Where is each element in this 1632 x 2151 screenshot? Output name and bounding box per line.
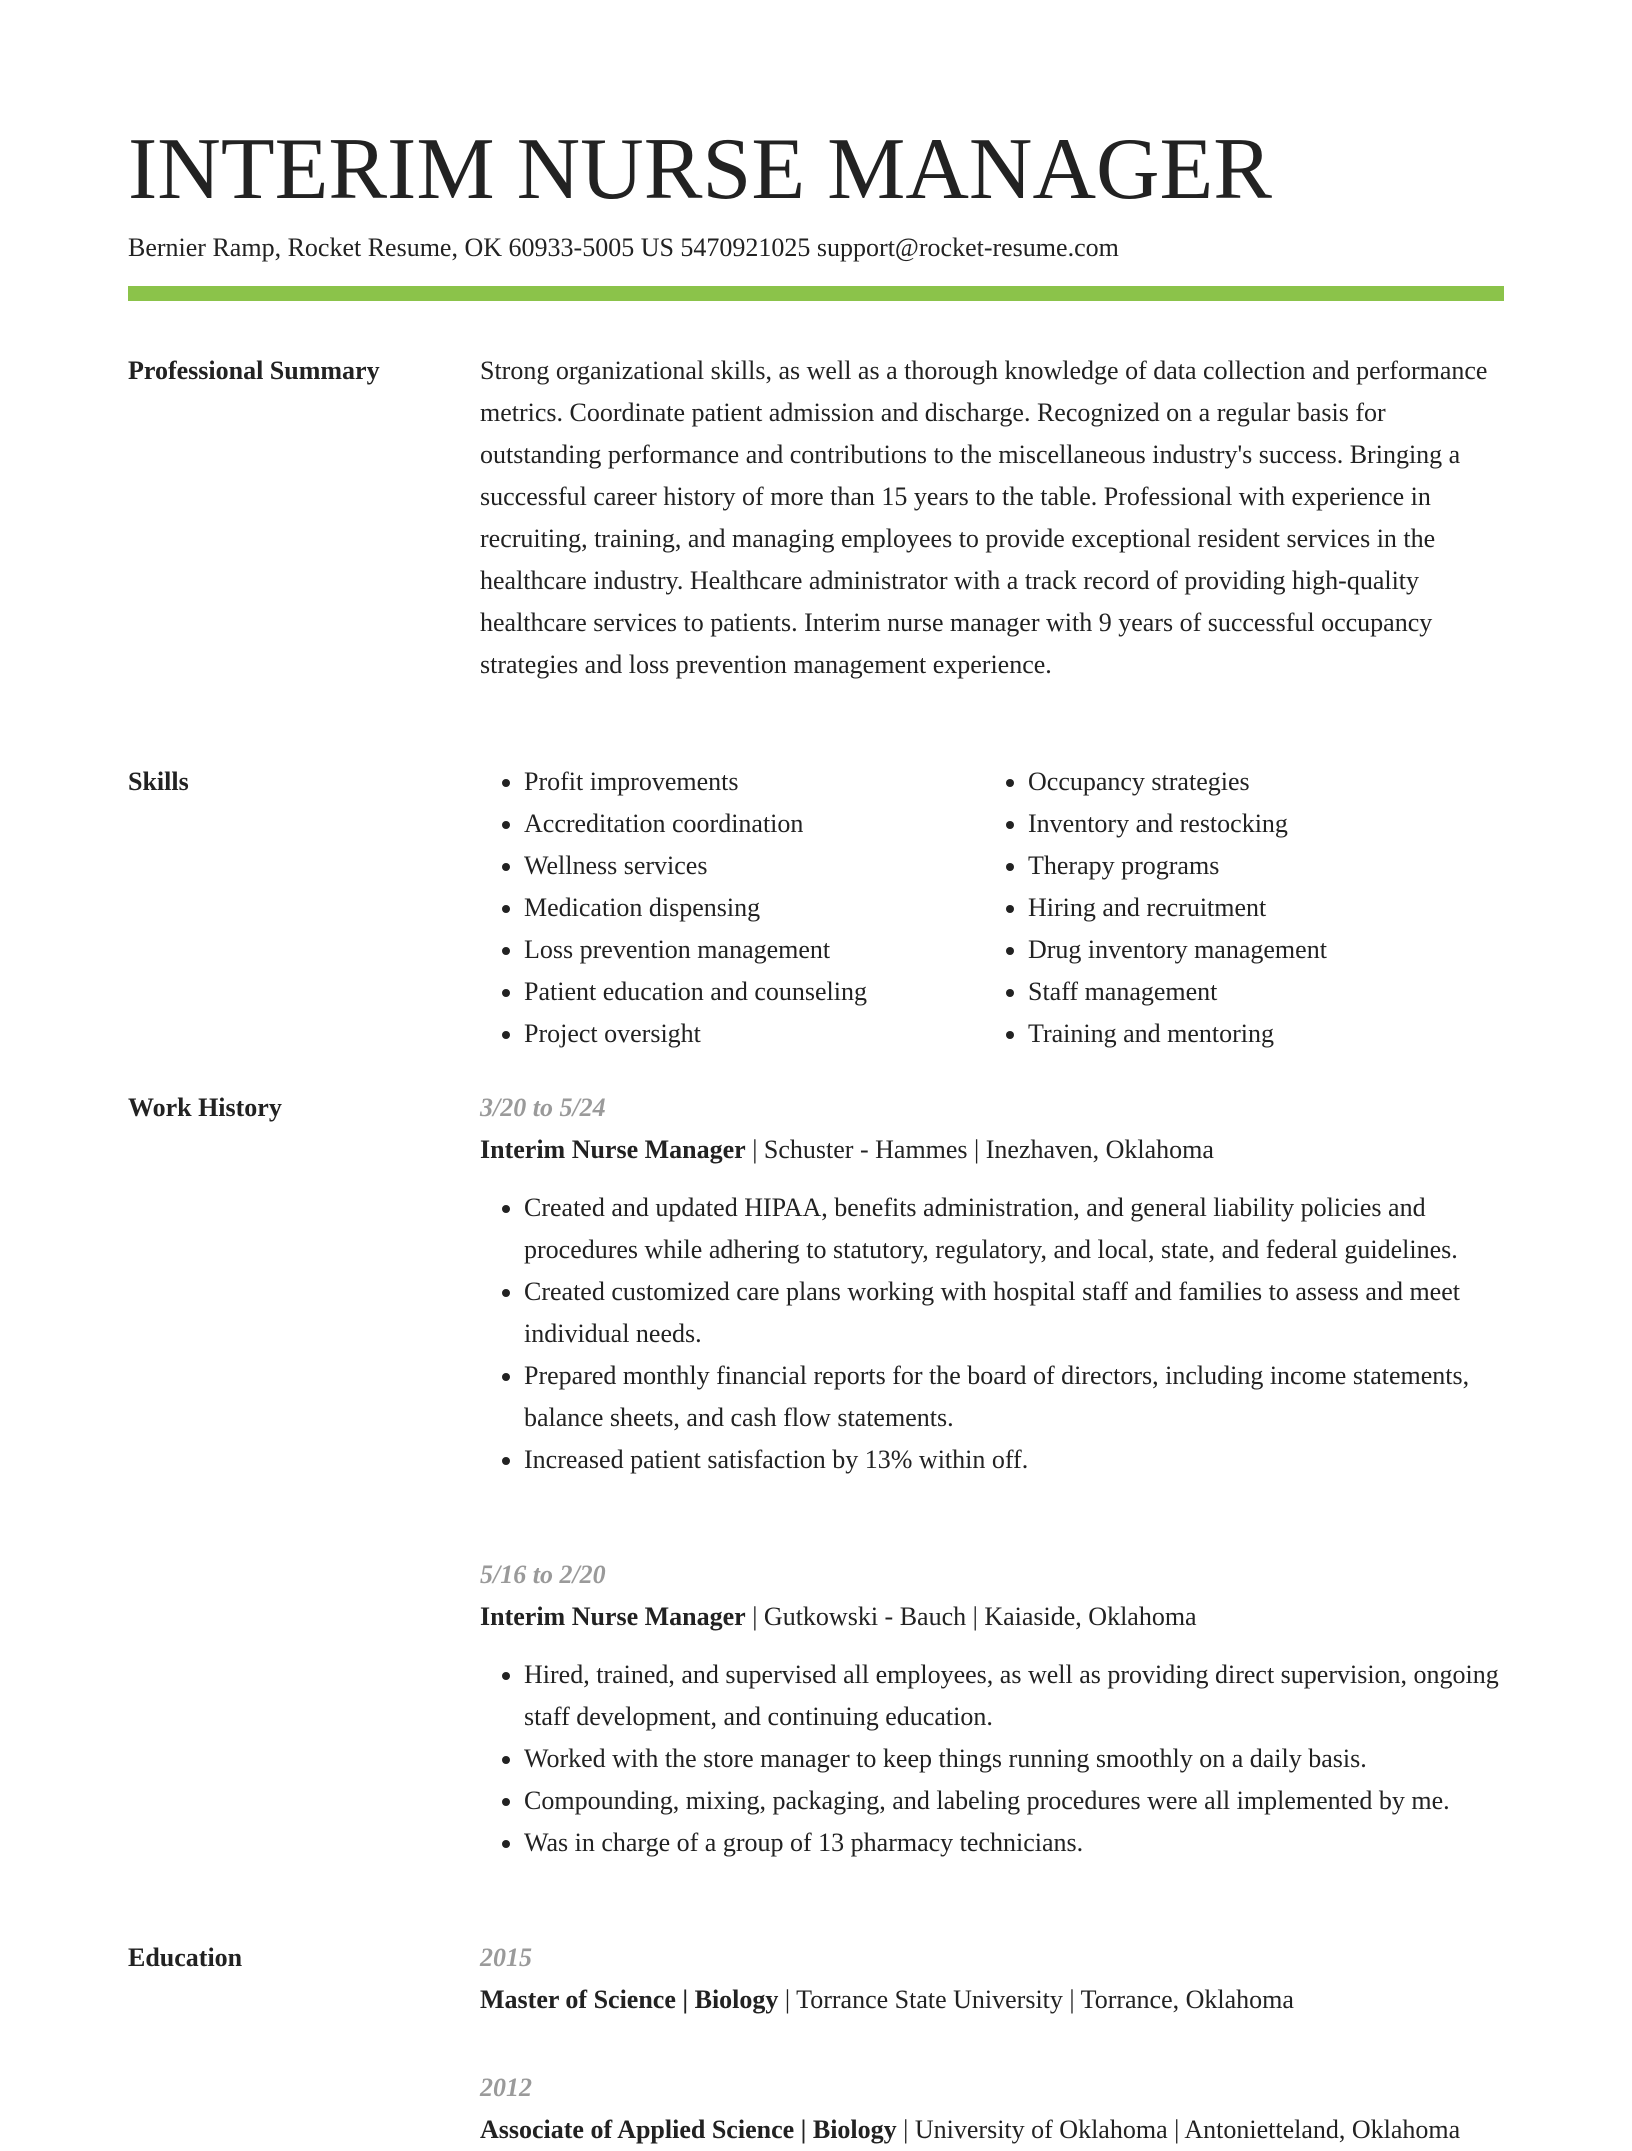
job-title: Interim Nurse Manager: [480, 1602, 746, 1631]
job-bullet: • Worked with the store manager to keep things running smoothly on a daily basis.: [524, 1738, 1504, 1780]
education-label: Education: [128, 1943, 243, 1972]
job-dates: 5/16 to 2/20: [480, 1560, 606, 1589]
skill-item: • Wellness services: [524, 845, 980, 887]
skill-item: • Hiring and recruitment: [1028, 887, 1484, 929]
job-employer-location: | Schuster - Hammes | Inezhaven, Oklahoma: [745, 1135, 1214, 1164]
education-entry: [480, 2067, 1504, 2151]
job-bullets: [480, 1654, 1504, 1864]
education-school-location: | Torrance State University | Torrance, Oklahoma: [778, 1985, 1294, 2014]
job-bullets: [480, 1187, 1504, 1481]
job-bullet: • Hired, trained, and supervised all employees, as well as providing direct supervision, ongoing staff development, and continuing education.: [524, 1654, 1504, 1738]
skill-item: • Project oversight: [524, 1013, 980, 1055]
skill-item: • Medication dispensing: [524, 887, 980, 929]
resume-name: INTERIM NURSE MANAGER: [128, 121, 1272, 218]
contact-line: Bernier Ramp, Rocket Resume, OK 60933-5005 US 5470921025 support@rocket-resume.com: [128, 233, 1119, 262]
skill-item: • Loss prevention management: [524, 929, 980, 971]
job-employer-location: | Gutkowski - Bauch | Kaiaside, Oklahoma: [745, 1602, 1197, 1631]
skill-item: • Drug inventory management: [1028, 929, 1484, 971]
education-heading: [480, 2109, 1504, 2151]
education-year: 2015: [480, 1943, 532, 1972]
summary-text: Strong organizational skills, as well as a thorough knowledge of data collection and performance metrics. Coordinate patient admission and discharge. Recognized on a regular basis for outstanding performance and contributions to the miscellaneous industry's success. Bringing a successful career history of more than 15 years to the table. Professional with experience in recruiting, training, and managing employees to provide exceptional resident services in the healthcare industry. Healthcare administrator with a track record of providing high-quality healthcare services to patients. Interim nurse manager with 9 years of successful occupancy strategies and loss prevention management experience.: [480, 356, 1488, 679]
job-bullet: • Created customized care plans working with hospital staff and families to assess and meet individual needs.: [524, 1271, 1504, 1355]
job-bullet: • Prepared monthly financial reports for the board of directors, including income statements, balance sheets, and cash flow statements.: [524, 1355, 1504, 1439]
job-entry: [480, 1087, 1504, 1481]
job-entry: [480, 1554, 1504, 1864]
skill-item: • Patient education and counseling: [524, 971, 980, 1013]
work-history-label: Work History: [128, 1093, 282, 1122]
job-bullet: • Increased patient satisfaction by 13% within off.: [524, 1439, 1504, 1481]
summary-label: Professional Summary: [128, 356, 380, 385]
skill-item: • Staff management: [1028, 971, 1484, 1013]
skill-item: • Occupancy strategies: [1028, 761, 1484, 803]
job-heading: [480, 1129, 1504, 1171]
job-heading: [480, 1596, 1504, 1638]
job-title: Interim Nurse Manager: [480, 1135, 746, 1164]
skill-item: • Therapy programs: [1028, 845, 1484, 887]
education-degree: Associate of Applied Science | Biology: [480, 2115, 897, 2144]
job-dates: 3/20 to 5/24: [480, 1093, 606, 1122]
skills-label: Skills: [128, 767, 189, 796]
skills-list-left: [480, 761, 980, 1055]
accent-divider: [128, 286, 1504, 301]
skill-item: • Accreditation coordination: [524, 803, 980, 845]
skills-list-right: [984, 761, 1484, 1055]
job-bullet: • Created and updated HIPAA, benefits administration, and general liability policies and procedures while adhering to statutory, regulatory, and local, state, and federal guidelines.: [524, 1187, 1504, 1271]
education-year: 2012: [480, 2073, 532, 2102]
education-heading: [480, 1979, 1504, 2021]
education-entry: [480, 1937, 1504, 2021]
education-degree: Master of Science | Biology: [480, 1985, 779, 2014]
skill-item: • Inventory and restocking: [1028, 803, 1484, 845]
skill-item: • Profit improvements: [524, 761, 980, 803]
job-bullet: • Compounding, mixing, packaging, and labeling procedures were all implemented by me.: [524, 1780, 1504, 1822]
education-school-location: | University of Oklahoma | Antonietteland, Oklahoma: [896, 2115, 1461, 2144]
job-bullet: • Was in charge of a group of 13 pharmacy technicians.: [524, 1822, 1504, 1864]
skill-item: • Training and mentoring: [1028, 1013, 1484, 1055]
